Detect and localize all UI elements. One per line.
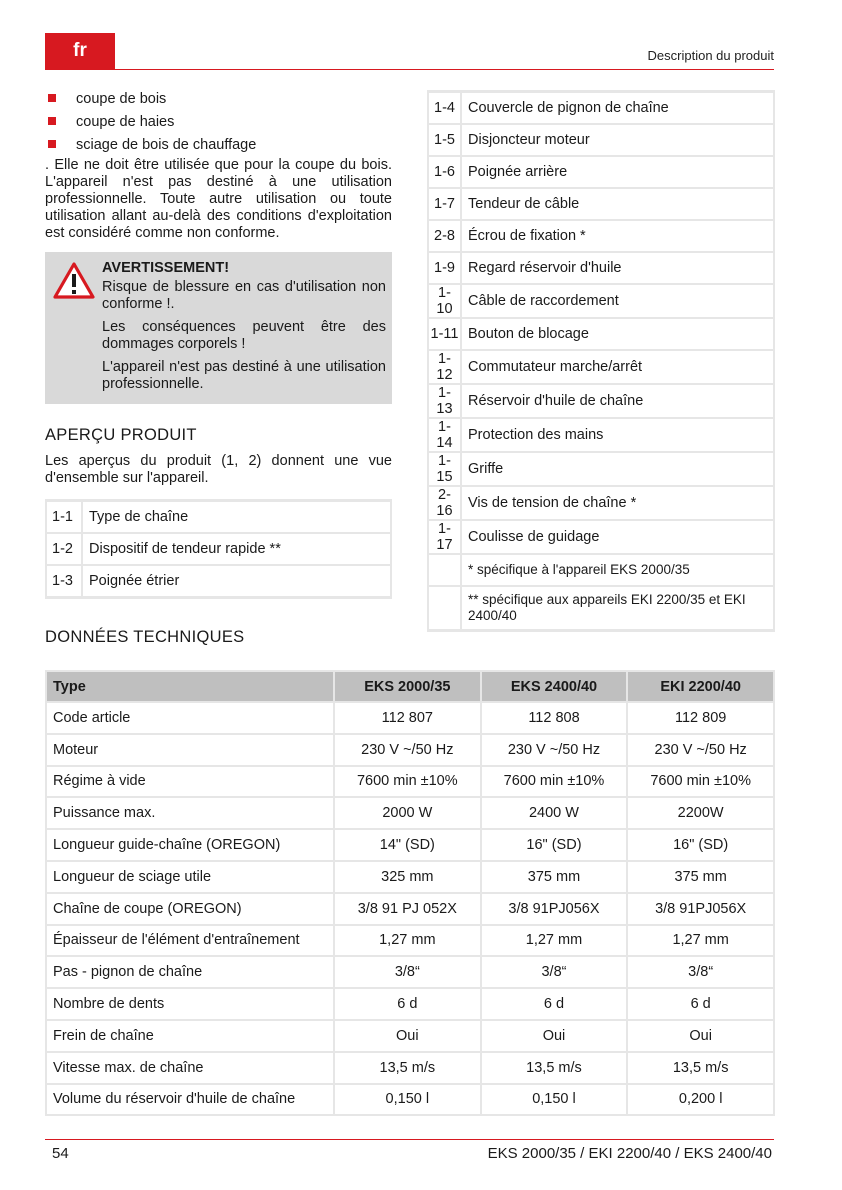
bullet-square-icon [48,94,56,102]
page-number: 54 [52,1145,69,1162]
table-row [429,419,773,451]
spec-label: Puissance max. [47,798,333,828]
part-label: Disjoncteur moteur [462,125,773,155]
table-row [429,157,773,187]
apercu-text: Les aperçus du produit (1, 2) donnent une vue d'ensemble sur l'appareil. [45,453,392,486]
spec-value: 375 mm [482,862,627,892]
part-number: 1-12 [429,351,462,383]
warning-text [102,260,386,399]
list-item: coupe de bois [45,88,392,111]
spec-value: 325 mm [335,862,480,892]
table-row [429,319,773,349]
part-number: 1-1 [47,502,83,532]
column-header: EKS 2400/40 [482,672,627,701]
table-row [47,502,390,532]
spec-value: 14" (SD) [335,830,480,860]
spec-value: 0,150 l [482,1085,627,1115]
parts-table-right [427,90,775,632]
spec-label: Chaîne de coupe (OREGON) [47,894,333,924]
table-row [47,703,773,733]
part-number: 1-3 [47,566,83,596]
footer-divider [45,1139,774,1140]
table-row [47,1085,773,1115]
part-number: 2-16 [429,487,462,519]
part-label: Regard réservoir d'huile [462,253,773,283]
section-title: Description du produit [647,48,774,63]
spec-value: 3/8“ [628,957,773,987]
spec-value: 7600 min ±10% [628,767,773,797]
spec-value: Oui [482,1021,627,1051]
part-number: 1-15 [429,453,462,485]
header-divider [45,69,774,70]
part-label: Réservoir d'huile de chaîne [462,385,773,417]
list-item: coupe de haies [45,111,392,134]
spec-label: Vitesse max. de chaîne [47,1053,333,1083]
spec-label: Code article [47,703,333,733]
spec-label: Moteur [47,735,333,765]
spec-value: Oui [628,1021,773,1051]
spec-label: Nombre de dents [47,989,333,1019]
part-label: Coulisse de guidage [462,521,773,553]
part-label: Commutateur marche/arrêt [462,351,773,383]
part-number: 1-6 [429,157,462,187]
apercu-heading: APERÇU PRODUIT [45,426,197,444]
spec-value: 1,27 mm [335,926,480,956]
tech-table [45,670,775,1116]
table-row [47,926,773,956]
column-header: EKI 2200/40 [628,672,773,701]
spec-value: 6 d [628,989,773,1019]
spec-value: 2000 W [335,798,480,828]
spec-label: Longueur guide-chaîne (OREGON) [47,830,333,860]
spec-value: 1,27 mm [628,926,773,956]
spec-value: 112 808 [482,703,627,733]
spec-value: 3/8 91PJ056X [482,894,627,924]
uses-list [45,88,392,157]
part-label: Poignée étrier [83,566,390,596]
table-row [47,830,773,860]
spec-value: 3/8“ [335,957,480,987]
spec-value: 16" (SD) [482,830,627,860]
column-header: Type [47,672,333,701]
spec-value: 0,200 l [628,1085,773,1115]
bullet-square-icon [48,117,56,125]
table-row [429,253,773,283]
part-label: Vis de tension de chaîne * [462,487,773,519]
warning-box [45,252,392,404]
part-label: Écrou de fixation * [462,221,773,251]
spec-value: 6 d [482,989,627,1019]
table-row [429,453,773,485]
spec-label: Longueur de sciage utile [47,862,333,892]
spec-label: Frein de chaîne [47,1021,333,1051]
warning-line: Risque de blessure en cas d'utilisation non conforme !. [102,279,386,312]
footnote: * spécifique à l'appareil EKS 2000/35 [462,555,773,585]
part-label: Griffe [462,453,773,485]
note-spacer [429,587,462,629]
table-row [47,989,773,1019]
spec-value: 7600 min ±10% [335,767,480,797]
spec-value: 16" (SD) [628,830,773,860]
table-row [47,735,773,765]
part-number: 1-14 [429,419,462,451]
parts-table-left [45,499,392,599]
spec-value: 0,150 l [335,1085,480,1115]
spec-value: 3/8“ [482,957,627,987]
spec-label: Épaisseur de l'élément d'entraînement [47,926,333,956]
table-row [429,351,773,383]
spec-value: 230 V ~/50 Hz [335,735,480,765]
spec-value: 7600 min ±10% [482,767,627,797]
table-row [47,894,773,924]
warning-line: L'appareil n'est pas destiné à une utilisation professionnelle. [102,359,386,392]
table-header-row [47,672,773,701]
part-label: Couvercle de pignon de chaîne [462,93,773,123]
part-number: 1-10 [429,285,462,317]
list-item: sciage de bois de chauffage [45,134,392,157]
language-tab [45,33,115,69]
table-row [47,1053,773,1083]
footnote: ** spécifique aux appareils EKI 2200/35 et EKI 2400/40 [462,587,773,629]
spec-value: 2400 W [482,798,627,828]
part-number: 2-8 [429,221,462,251]
language-label: fr [73,40,87,61]
warning-triangle-icon [53,262,95,300]
table-row [47,534,390,564]
note-spacer [429,555,462,585]
tech-heading: DONNÉES TECHNIQUES [45,628,245,646]
table-row [429,93,773,123]
spec-value: 13,5 m/s [482,1053,627,1083]
left-column [45,88,392,599]
table-row [429,487,773,519]
spec-value: 3/8 91 PJ 052X [335,894,480,924]
table-row [429,521,773,553]
spec-value: 1,27 mm [482,926,627,956]
part-label: Bouton de blocage [462,319,773,349]
spec-label: Volume du réservoir d'huile de chaîne [47,1085,333,1115]
part-number: 1-11 [429,319,462,349]
spec-value: Oui [335,1021,480,1051]
spec-value: 112 809 [628,703,773,733]
bullet-square-icon [48,140,56,148]
table-row [429,189,773,219]
part-label: Type de chaîne [83,502,390,532]
part-number: 1-5 [429,125,462,155]
spec-value: 2200W [628,798,773,828]
table-row [429,285,773,317]
spec-value: 3/8 91PJ056X [628,894,773,924]
warning-line: Les conséquences peuvent être des dommages corporels ! [102,319,386,352]
table-row [429,385,773,417]
warning-title: AVERTISSEMENT! [102,260,230,276]
part-label: Poignée arrière [462,157,773,187]
part-number: 1-2 [47,534,83,564]
spec-value: 13,5 m/s [335,1053,480,1083]
table-row [47,862,773,892]
table-row [429,125,773,155]
part-label: Protection des mains [462,419,773,451]
spec-value: 230 V ~/50 Hz [482,735,627,765]
table-row [429,555,773,585]
part-label: Câble de raccordement [462,285,773,317]
table-row [47,1021,773,1051]
table-row [429,221,773,251]
spec-value: 230 V ~/50 Hz [628,735,773,765]
table-row [47,767,773,797]
part-number: 1-4 [429,93,462,123]
part-number: 1-17 [429,521,462,553]
part-label: Tendeur de câble [462,189,773,219]
table-row [47,957,773,987]
spec-value: 13,5 m/s [628,1053,773,1083]
part-number: 1-7 [429,189,462,219]
column-header: EKS 2000/35 [335,672,480,701]
part-number: 1-9 [429,253,462,283]
intro-paragraph: . Elle ne doit être utilisée que pour la coupe du bois. L'appareil n'est pas destiné à une utilisation professionnelle. Toute autre utilisation ou toute utilisation allant au-delà des conditions d'exploitation est considéré comme non conforme. [45,157,392,241]
table-row [47,798,773,828]
part-number: 1-13 [429,385,462,417]
spec-value: 112 807 [335,703,480,733]
spec-label: Pas - pignon de chaîne [47,957,333,987]
spec-label: Régime à vide [47,767,333,797]
footer-models: EKS 2000/35 / EKI 2200/40 / EKS 2400/40 [487,1145,772,1162]
spec-value: 375 mm [628,862,773,892]
table-row [429,587,773,629]
part-label: Dispositif de tendeur rapide ** [83,534,390,564]
spec-value: 6 d [335,989,480,1019]
table-row [47,566,390,596]
